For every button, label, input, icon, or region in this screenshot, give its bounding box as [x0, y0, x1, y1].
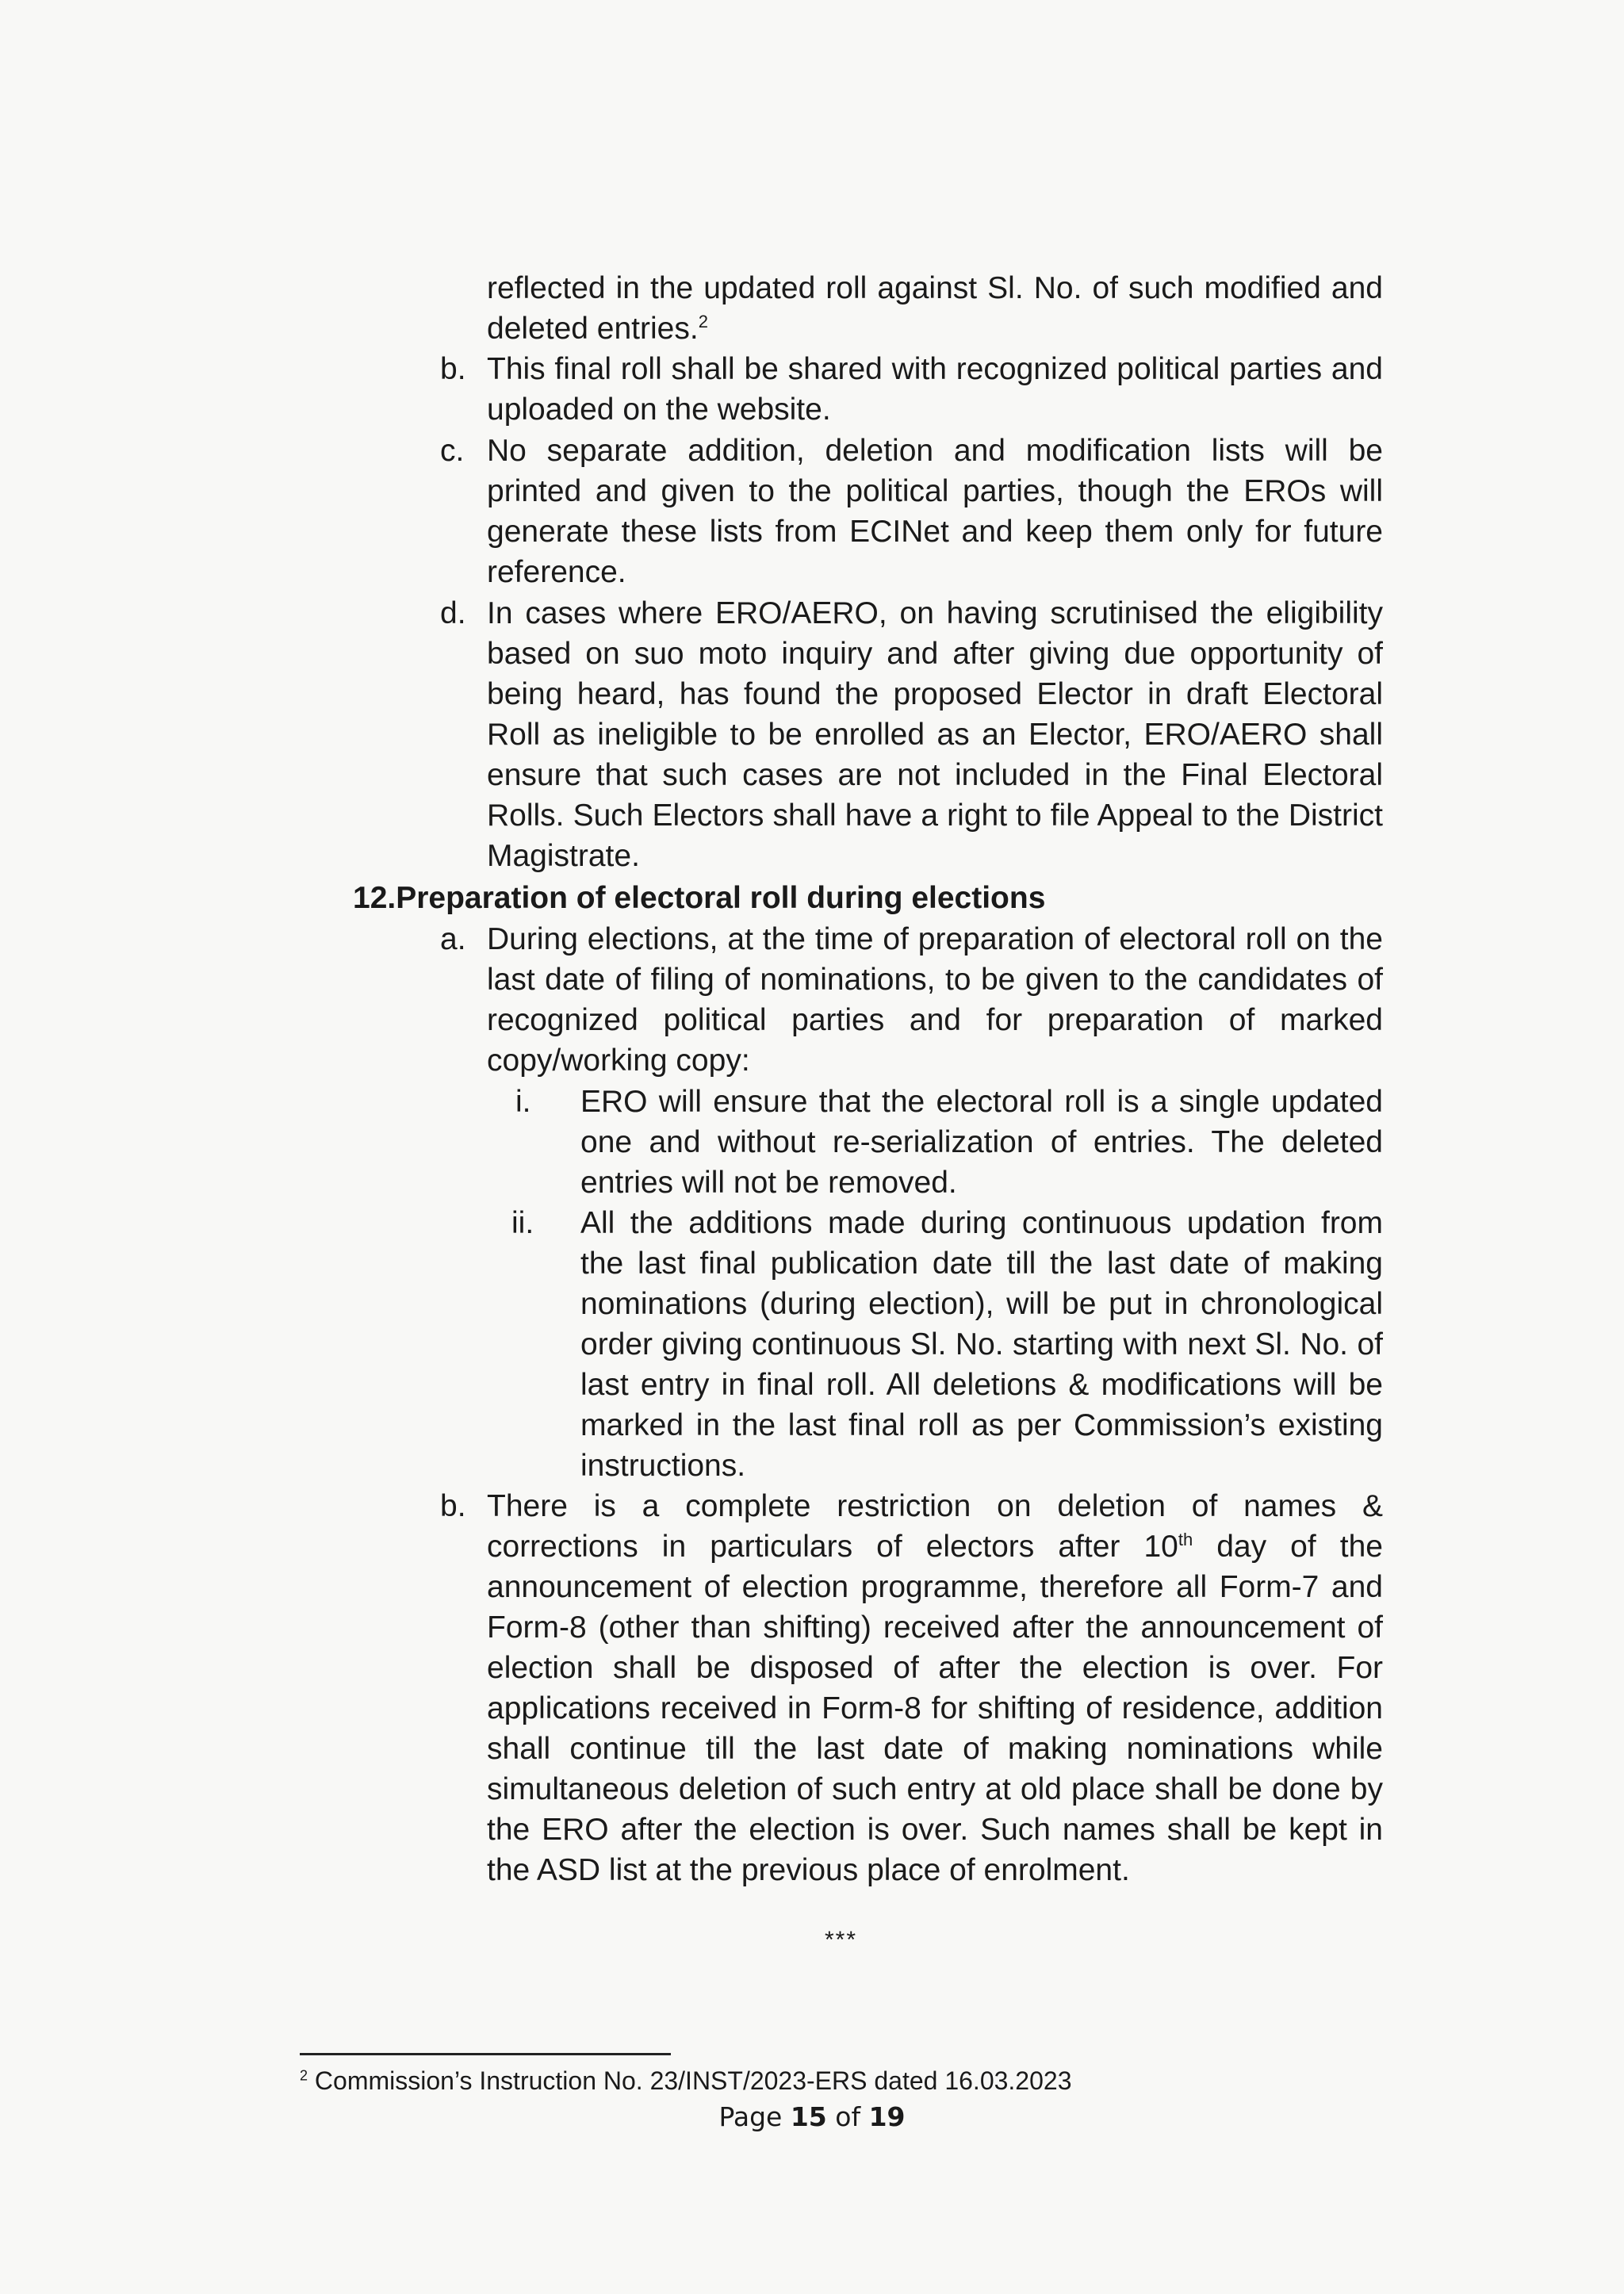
- footnote: [300, 2065, 1071, 2097]
- sublist-marker-i: i.: [515, 1085, 531, 1119]
- item-12b-text-end: day of the announcement of election programme, therefore all Form-7 and Form-8 (other than shifting) received after the announcement of election shall be disposed of after the election is over. For applications received in Form-8 for shifting of residence, addition shall continue till the last date of making nominations while simultaneous deletion of such entry at old place shall be done by the ERO after the election is over. Such names shall be kept in the ASD list at the previous place of enrolment.: [487, 1530, 1383, 1887]
- footnote-number: 2: [300, 2067, 308, 2084]
- footnote-text: Commission’s Instruction No. 23/INST/2023-ERS dated 16.03.2023: [314, 2066, 1072, 2095]
- list-marker-12a: a.: [440, 922, 466, 956]
- total-pages: 19: [868, 2101, 906, 2132]
- sublist-item-ii: All the additions made during continuous updation from the last final publication date till the last date of making nominations (during election), will be put in chronological order giving continuous Sl. No. starting with next Sl. No. of last entry in final roll. All deletions & modifications will be marked in the last final roll as per Commission’s existing instructions.: [580, 1206, 1383, 1483]
- sublist-item-i: ERO will ensure that the electoral roll is a single updated one and without re-serialization of entries. The deleted entries will not be removed.: [580, 1085, 1383, 1200]
- list-item-12a: During elections, at the time of preparation of electoral roll on the last date of filing of nominations, to be given to the candidates of recognized political parties and for preparation of marked copy/working copy:: [487, 922, 1383, 1078]
- ordinal-superscript: th: [1178, 1530, 1193, 1549]
- list-marker-c: c.: [440, 434, 465, 468]
- page-prefix: Page: [718, 2101, 783, 2132]
- continuation-text: reflected in the updated roll against Sl. No. of such modified and deleted entries.: [487, 271, 1383, 346]
- list-item-d: In cases where ERO/AERO, on having scrutinised the eligibility based on suo moto inquiry and after giving due opportunity of being heard, has found the proposed Elector in draft Electoral Roll as ineligible to be enrolled as an Elector, ERO/AERO shall ensure that such cases are not included in the Final Electoral Rolls. Such Electors shall have a right to file Appeal to the District Magistrate.: [487, 596, 1383, 873]
- list-marker-b: b.: [440, 352, 466, 386]
- sublist-marker-ii: ii.: [511, 1206, 534, 1240]
- section-title: Preparation of electoral roll during elections: [396, 881, 1046, 915]
- footnote-reference: 2: [698, 312, 708, 331]
- list-marker-12b: b.: [440, 1489, 466, 1523]
- list-item-c: No separate addition, deletion and modification lists will be printed and given to the political parties, though the EROs will generate these lists from ECINet and keep them only for future reference.: [487, 434, 1383, 589]
- list-item-b: This final roll shall be shared with recognized political parties and uploaded on the website.: [487, 352, 1383, 427]
- list-marker-d: d.: [440, 596, 466, 630]
- section-number: 12.: [353, 881, 396, 915]
- page-number: [0, 2101, 1624, 2132]
- section-heading: [353, 878, 1045, 918]
- item-12b-text-start: There is a complete restriction on deletion of names & corrections in particulars of electors after 10: [487, 1489, 1383, 1564]
- end-mark: ***: [825, 1927, 858, 1953]
- list-item-12b: [487, 1486, 1383, 1890]
- continuation-paragraph: [487, 268, 1383, 349]
- page-separator: of: [835, 2101, 861, 2132]
- current-page: 15: [790, 2101, 827, 2132]
- footnote-divider: [300, 2053, 671, 2055]
